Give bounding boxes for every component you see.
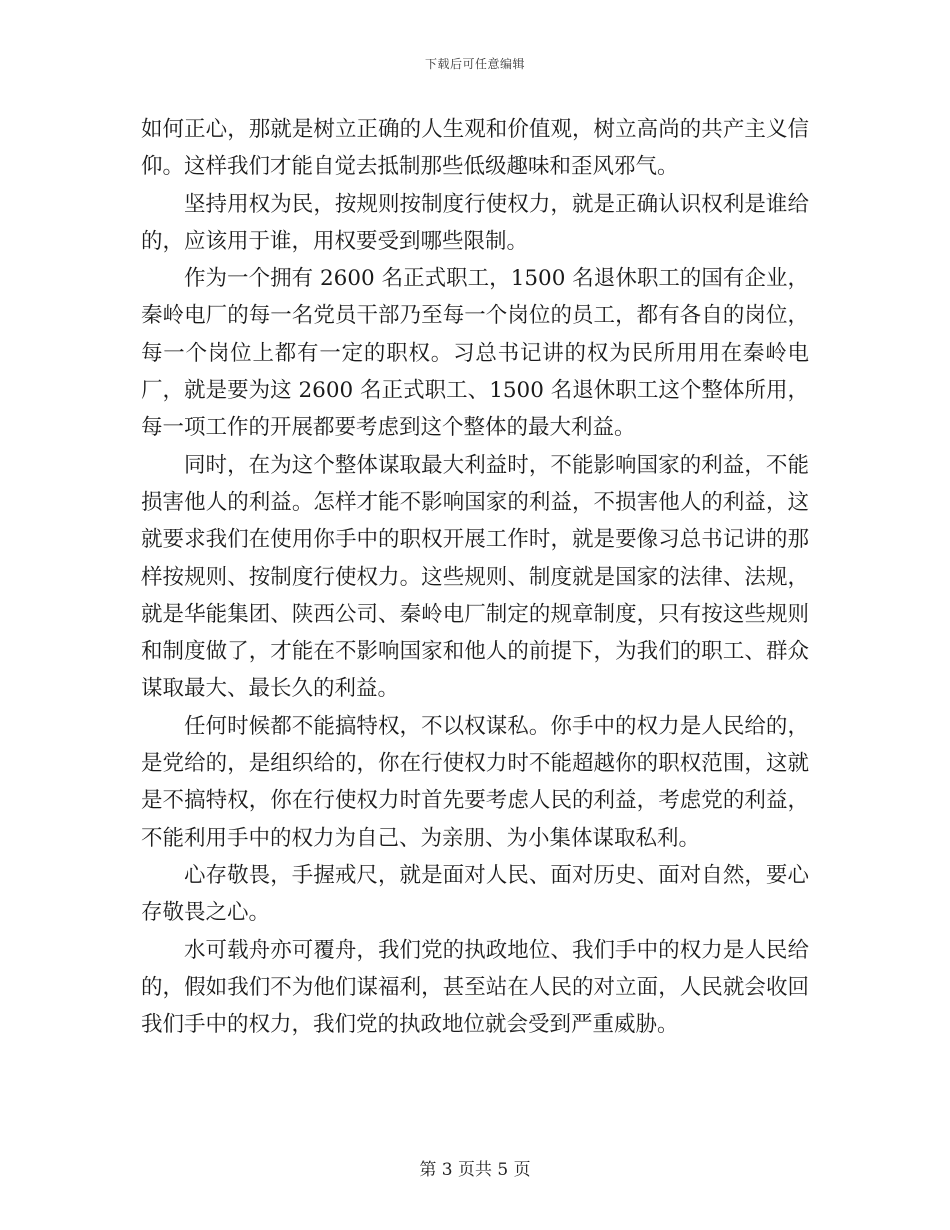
paragraph-7: 水可载舟亦可覆舟，我们党的执政地位、我们手中的权力是人民给的，假如我们不为他们谋福利，甚至站在人民的对立面，人民就会收回我们手中的权力，我们党的执政地位就会受到严重威胁。 — [141, 937, 809, 1038]
page-number: 第 3 页共 5 页 — [419, 1160, 531, 1180]
paragraph-2: 坚持用权为民，按规则按制度行使权力，就是正确认识权利是谁给的，应该用于谁，用权要受到哪些限制。 — [141, 191, 809, 254]
paragraph-1: 如何正心，那就是树立正确的人生观和价值观，树立高尚的共产主义信仰。这样我们才能自觉去抵制那些低级趣味和歪风邪气。 — [141, 117, 809, 180]
paragraph-4: 同时，在为这个整体谋取最大利益时，不能影响国家的利益，不能损害他人的利益。怎样才能不影响国家的利益，不损害他人的利益，这就要求我们在使用你手中的职权开展工作时，就是要像习总书记讲的那样按规则、按制度行使权力。这些规则、制度就是国家的法律、法规，就是华能集团、陕西公司、秦岭电厂制定的规章制度，只有按这些规则和制度做了，才能在不影响国家和他人的前提下，为我们的职工、群众谋取最大、最长久的利益。 — [141, 452, 809, 702]
page-header: 下载后可任意编辑 — [424, 57, 525, 71]
paragraph-5: 任何时候都不能搞特权，不以权谋私。你手中的权力是人民给的，是党给的，是组织给的，你在行使权力时不能超越你的职权范围，这就是不搞特权，你在行使权力时首先要考虑人民的利益，考虑党的利益，不能利用手中的权力为自己、为亲朋、为小集体谋取私利。 — [141, 713, 809, 851]
document-body — [141, 111, 809, 1043]
paragraph-6: 心存敬畏，手握戒尺，就是面对人民、面对历史、面对自然，要心存敬畏之心。 — [141, 862, 809, 926]
paragraph-3: 作为一个拥有 2600 名正式职工，1500 名退休职工的国有企业，秦岭电厂的每一名党员干部乃至每一个岗位的员工，都有各自的岗位，每一个岗位上都有一定的职权。习总书记讲的权为民所用用在秦岭电厂，就是要为这 2600 名正式职工、1500 名退休职工这个整体所用，每一项工作的开展都要考虑到这个整体的最大利益。 — [141, 266, 809, 441]
